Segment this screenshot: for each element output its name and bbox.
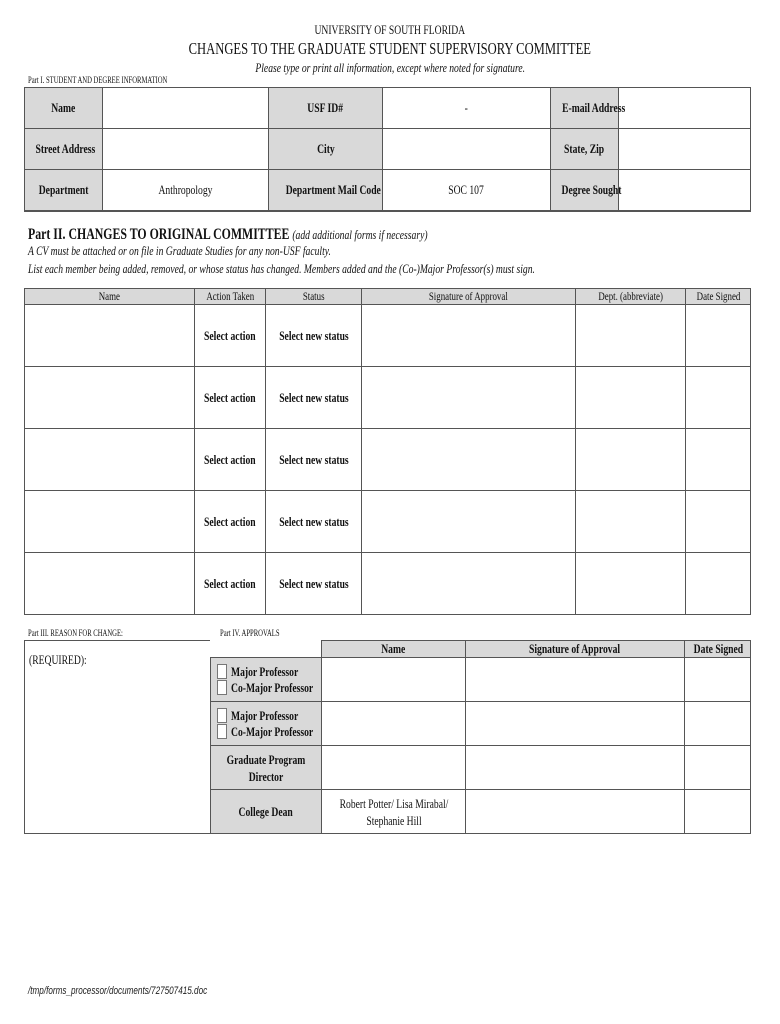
co-major-professor-label: Co-Major Professor — [231, 679, 314, 695]
degree-field[interactable] — [619, 170, 751, 212]
committee-changes-table — [24, 288, 751, 615]
part2-cv-note: A CV must be attached or on file in Graduate Studies for any non-USF faculty. — [28, 243, 331, 258]
table-row — [25, 429, 751, 491]
approver-date-field[interactable] — [685, 702, 751, 746]
col-status: Status — [266, 289, 362, 305]
city-label: City — [269, 129, 383, 170]
co-major-professor-checkbox[interactable] — [217, 724, 227, 739]
date-signed-field[interactable] — [686, 491, 751, 553]
status-select[interactable]: Select new status — [266, 305, 362, 367]
approver-name-field[interactable] — [322, 702, 466, 746]
approver-date-field[interactable] — [685, 790, 751, 834]
part2-title: Part II. CHANGES TO ORIGINAL COMMITTEE (add additional forms if necessary) — [28, 226, 428, 243]
action-select[interactable]: Select action — [195, 491, 266, 553]
col-signature: Signature of Approval — [362, 289, 576, 305]
table-row — [211, 790, 751, 834]
name-label: Name — [25, 88, 103, 129]
signature-field[interactable] — [362, 429, 576, 491]
department-field[interactable]: Anthropology — [103, 170, 269, 212]
table-row — [25, 305, 751, 367]
email-label: E-mail Address — [551, 88, 619, 129]
date-signed-field[interactable] — [686, 429, 751, 491]
approvals-corner — [211, 641, 322, 658]
approvals-col-name: Name — [322, 641, 466, 658]
dept-field[interactable] — [576, 429, 686, 491]
action-select[interactable]: Select action — [195, 305, 266, 367]
member-name-field[interactable] — [25, 553, 195, 615]
part4-label: Part IV. APPROVALS — [220, 628, 280, 638]
member-name-field[interactable] — [25, 367, 195, 429]
date-signed-field[interactable] — [686, 553, 751, 615]
professor-role-cell — [211, 658, 322, 702]
status-select[interactable]: Select new status — [266, 491, 362, 553]
required-label: (REQUIRED): — [29, 652, 87, 667]
form-subtitle: Please type or print all information, except where noted for signature. — [255, 60, 525, 75]
approvals-col-date: Date Signed — [685, 641, 751, 658]
usf-id-label: USF ID# — [269, 88, 383, 129]
mail-code-label: Department Mail Code — [269, 170, 383, 212]
university-name: UNIVERSITY OF SOUTH FLORIDA — [314, 22, 466, 37]
date-signed-field[interactable] — [686, 305, 751, 367]
status-select[interactable]: Select new status — [266, 553, 362, 615]
state-zip-field[interactable] — [619, 129, 751, 170]
approver-signature-field[interactable] — [466, 746, 685, 790]
status-select[interactable]: Select new status — [266, 429, 362, 491]
status-select[interactable]: Select new status — [266, 367, 362, 429]
dept-field[interactable] — [576, 305, 686, 367]
approver-signature-field[interactable] — [466, 790, 685, 834]
co-major-professor-label: Co-Major Professor — [231, 723, 314, 739]
dept-field[interactable] — [576, 367, 686, 429]
major-professor-checkbox[interactable] — [217, 708, 227, 723]
email-field[interactable] — [619, 88, 751, 129]
action-select[interactable]: Select action — [195, 429, 266, 491]
table-row — [25, 367, 751, 429]
major-professor-label: Major Professor — [231, 707, 299, 723]
street-address-label: Street Address — [25, 129, 103, 170]
approver-date-field[interactable] — [685, 746, 751, 790]
member-name-field[interactable] — [25, 429, 195, 491]
action-select[interactable]: Select action — [195, 367, 266, 429]
professor-role-cell — [211, 702, 322, 746]
dept-field[interactable] — [576, 553, 686, 615]
city-field[interactable] — [383, 129, 551, 170]
approvals-table — [210, 640, 751, 834]
approver-date-field[interactable] — [685, 658, 751, 702]
street-address-field[interactable] — [103, 129, 269, 170]
degree-label: Degree Sought — [551, 170, 619, 212]
approver-name-field[interactable] — [322, 658, 466, 702]
footer-file-path: /tmp/forms_processor/documents/727507415.doc — [28, 985, 208, 997]
major-professor-label: Major Professor — [231, 663, 299, 679]
col-date-signed: Date Signed — [686, 289, 751, 305]
member-name-field[interactable] — [25, 491, 195, 553]
action-select[interactable]: Select action — [195, 553, 266, 615]
state-zip-label: State, Zip — [551, 129, 619, 170]
col-action-taken: Action Taken — [195, 289, 266, 305]
part1-label: Part I. STUDENT AND DEGREE INFORMATION — [28, 75, 168, 85]
approver-signature-field[interactable] — [466, 658, 685, 702]
signature-field[interactable] — [362, 491, 576, 553]
part3-label: Part III. REASON FOR CHANGE: — [28, 628, 123, 638]
form-title: CHANGES TO THE GRADUATE STUDENT SUPERVISORY COMMITTEE — [188, 39, 592, 58]
usf-id-field[interactable]: - — [383, 88, 551, 129]
table-row — [211, 746, 751, 790]
table-row — [25, 491, 751, 553]
approver-signature-field[interactable] — [466, 702, 685, 746]
approver-name-field[interactable] — [322, 746, 466, 790]
signature-field[interactable] — [362, 553, 576, 615]
reason-for-change-field[interactable] — [24, 640, 210, 834]
department-label: Department — [25, 170, 103, 212]
grad-director-label: Graduate Program Director — [211, 746, 322, 790]
part2-members-note: List each member being added, removed, or whose status has changed. Members added and the (Co-)Major Professor(s) must sign. — [28, 261, 535, 276]
member-name-field[interactable] — [25, 305, 195, 367]
co-major-professor-checkbox[interactable] — [217, 680, 227, 695]
col-name: Name — [25, 289, 195, 305]
student-info-table — [24, 87, 751, 212]
mail-code-field[interactable]: SOC 107 — [383, 170, 551, 212]
table-row — [25, 553, 751, 615]
signature-field[interactable] — [362, 305, 576, 367]
date-signed-field[interactable] — [686, 367, 751, 429]
college-dean-label: College Dean — [211, 790, 322, 834]
name-field[interactable] — [103, 88, 269, 129]
dean-name-field[interactable]: Robert Potter/ Lisa Mirabal/ Stephanie Hill — [322, 790, 466, 834]
table-row — [211, 658, 751, 702]
approvals-col-signature: Signature of Approval — [466, 641, 685, 658]
major-professor-checkbox[interactable] — [217, 664, 227, 679]
col-dept: Dept. (abbreviate) — [576, 289, 686, 305]
table-row — [211, 702, 751, 746]
signature-field[interactable] — [362, 367, 576, 429]
dept-field[interactable] — [576, 491, 686, 553]
